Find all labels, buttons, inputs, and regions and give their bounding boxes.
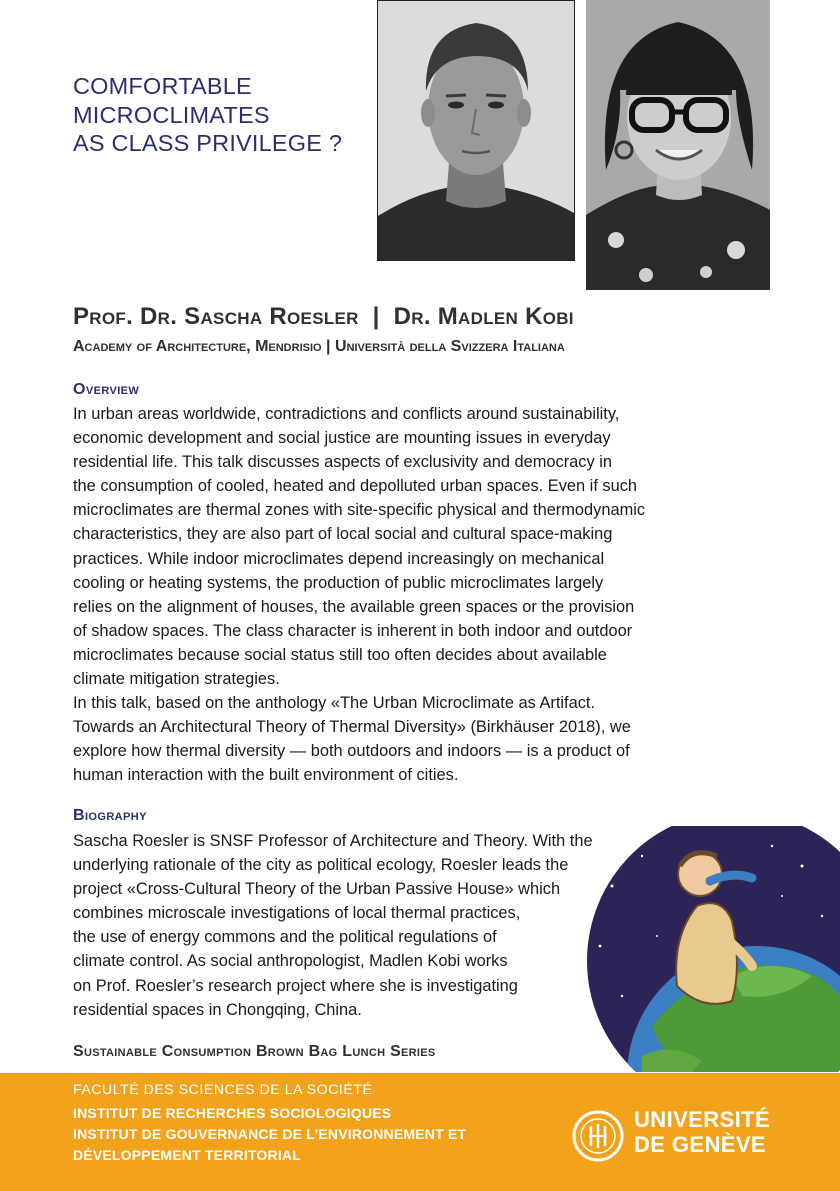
title-line-3: AS CLASS PRIVILEGE ?: [73, 130, 343, 156]
overview-body: [73, 402, 645, 788]
overview-line: of shadow spaces. The class character is inherent in both indoor and outdoor: [73, 621, 633, 640]
overview-line: practices. While indoor microclimates depend increasingly on mechanical: [73, 549, 605, 568]
speaker-photo-roesler: [377, 0, 575, 261]
institute-line-2: INSTITUT DE GOUVERNANCE DE L’ENVIRONNEMENT ET: [73, 1126, 467, 1142]
biography-line: residential spaces in Chongqing, China.: [73, 1000, 362, 1019]
overview-line: the consumption of cooled, heated and depolluted urban spaces. Even if such: [73, 477, 638, 496]
overview-heading: Overview: [73, 381, 140, 398]
speaker-affiliation: Academy of Architecture, Mendrisio | Università della Svizzera Italiana: [73, 338, 565, 355]
biography-body: [73, 829, 593, 1022]
event-title: [73, 72, 373, 158]
overview-line: human interaction with the built environment of cities.: [73, 766, 459, 785]
biography-line: underlying rationale of the city as political ecology, Roesler leads the: [73, 856, 569, 875]
biography-line: project «Cross-Cultural Theory of the Urban Passive House» which: [73, 880, 561, 899]
overview-line: climate mitigation strategies.: [73, 670, 280, 689]
biography-line: Sascha Roesler is SNSF Professor of Architecture and Theory. With the: [73, 832, 593, 850]
institute-line-1: INSTITUT DE RECHERCHES SOCIOLOGIQUES: [73, 1105, 392, 1121]
title-line-2: MICROCLIMATES: [73, 101, 270, 128]
speaker-photo-kobi: [586, 0, 770, 290]
overview-line: cooling or heating systems, the production of public microclimates largely: [73, 573, 604, 592]
biography-line: the use of energy commons and the political regulations of: [73, 928, 497, 947]
overview-line: explore how thermal diversity — both outdoors and indoors — is a product of: [73, 742, 630, 761]
overview-line: In this talk, based on the anthology «The Urban Microclimate as Artifact.: [73, 694, 596, 713]
biography-heading: Biography: [73, 807, 147, 824]
university-name-line-2: DE GENÈVE: [634, 1132, 766, 1157]
institute-line-3: DÉVELOPPEMENT TERRITORIAL: [73, 1147, 301, 1163]
footer-band: [0, 1073, 840, 1191]
biography-line: climate control. As social anthropologist, Madlen Kobi works: [73, 952, 508, 971]
globe-illustration: [582, 826, 840, 1072]
title-line-1: COMFORTABLE: [73, 73, 252, 99]
overview-line: residential life. This talk discusses aspects of exclusivity and democracy in: [73, 453, 613, 472]
overview-line: microclimates because social status still too often decides about available: [73, 645, 607, 664]
university-name: [634, 1107, 770, 1157]
overview-line: Towards an Architectural Theory of Thermal Diversity» (Birkhäuser 2018), we: [73, 718, 631, 737]
biography-line: combines microscale investigations of local thermal practices,: [73, 904, 521, 923]
speaker-names: Prof. Dr. Sascha Roesler | Dr. Madlen Kobi: [73, 303, 574, 330]
overview-line: microclimates are thermal zones with site-specific physical and thermodynamic: [73, 501, 646, 520]
university-name-line-1: UNIVERSITÉ: [634, 1107, 771, 1132]
faculty-name: FACULTÉ DES SCIENCES DE LA SOCIÉTÉ: [73, 1081, 373, 1097]
university-seal-icon: [572, 1110, 624, 1162]
overview-line: characteristics, they are also part of local social and cultural space-making: [73, 525, 613, 544]
overview-line: In urban areas worldwide, contradictions and conflicts around sustainability,: [73, 405, 620, 423]
biography-line: on Prof. Roesler’s research project where she is investigating: [73, 976, 518, 995]
overview-line: economic development and social justice are mounting issues in everyday: [73, 429, 611, 448]
overview-line: relies on the alignment of houses, the available green spaces or the provision: [73, 597, 635, 616]
lecture-series-name: Sustainable Consumption Brown Bag Lunch Series: [73, 1043, 436, 1060]
